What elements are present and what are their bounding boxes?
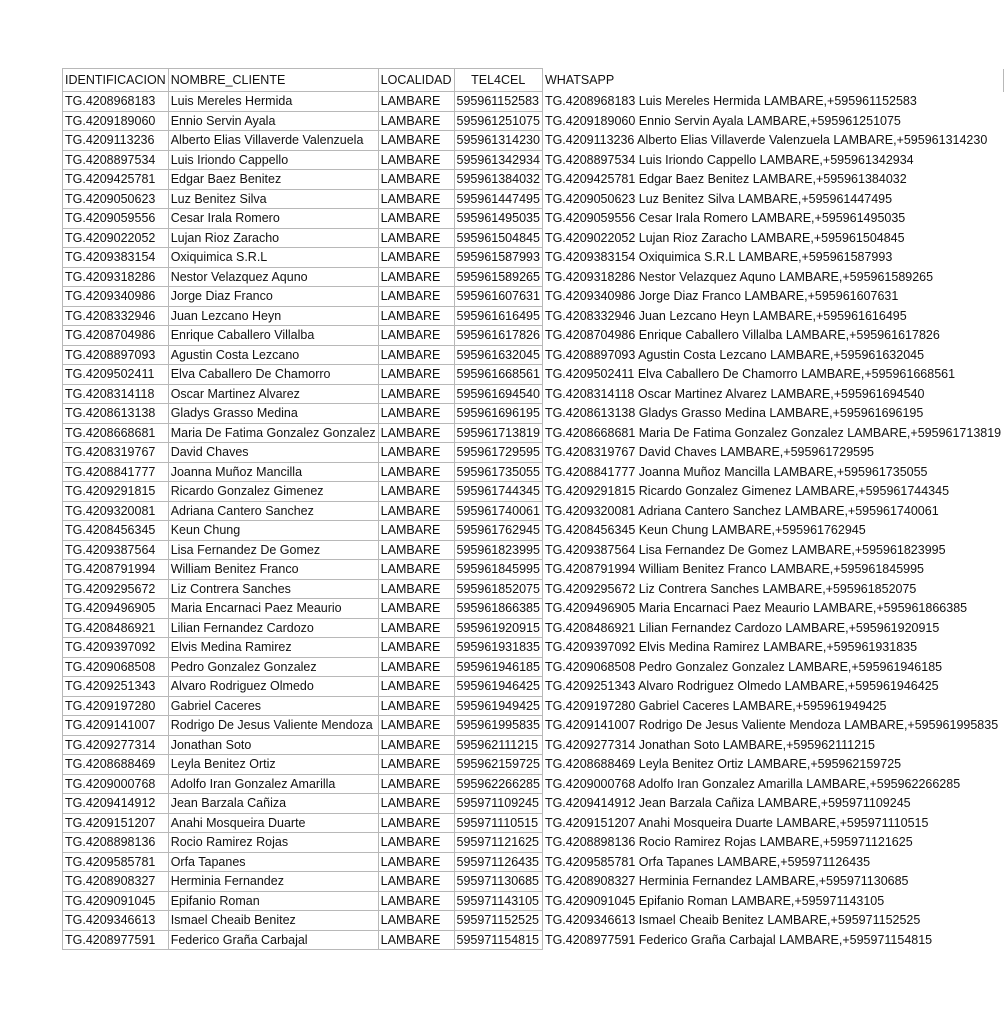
cell-localidad[interactable]: LAMBARE	[378, 345, 454, 365]
cell-whatsapp[interactable]: TG.4208314118 Oscar Martinez Alvarez LAMBARE,+595961694540	[542, 384, 1003, 404]
cell-whatsapp[interactable]: TG.4208668681 Maria De Fatima Gonzalez Gonzalez LAMBARE,+595961713819	[542, 423, 1003, 443]
cell-identificacion[interactable]: TG.4208688469	[63, 755, 169, 775]
cell-nombre-cliente[interactable]: Jonathan Soto	[168, 735, 378, 755]
cell-nombre-cliente[interactable]: Edgar Baez Benitez	[168, 170, 378, 190]
header-row	[63, 69, 1004, 92]
table-row	[63, 345, 1004, 365]
table-row	[63, 306, 1004, 326]
header-cell-identificacion[interactable]: IDENTIFICACION	[63, 69, 169, 92]
cell-whatsapp[interactable]: TG.4209091045 Epifanio Roman LAMBARE,+595971143105	[542, 891, 1003, 911]
cell-whatsapp[interactable]: TG.4209414912 Jean Barzala Cañiza LAMBARE,+595971109245	[542, 794, 1003, 814]
cell-nombre-cliente[interactable]: Cesar Irala Romero	[168, 209, 378, 229]
cell-localidad[interactable]: LAMBARE	[378, 677, 454, 697]
cell-tel4cel[interactable]: 595961495035	[454, 209, 542, 229]
cell-whatsapp[interactable]: TG.4209277314 Jonathan Soto LAMBARE,+595962111215	[542, 735, 1003, 755]
cell-localidad[interactable]: LAMBARE	[378, 813, 454, 833]
cell-localidad[interactable]: LAMBARE	[378, 462, 454, 482]
cell-identificacion[interactable]: TG.4209050623	[63, 189, 169, 209]
cell-localidad[interactable]: LAMBARE	[378, 599, 454, 619]
cell-tel4cel[interactable]: 595961587993	[454, 248, 542, 268]
cell-identificacion[interactable]: TG.4208897534	[63, 150, 169, 170]
cell-whatsapp[interactable]: TG.4209425781 Edgar Baez Benitez LAMBARE,+595961384032	[542, 170, 1003, 190]
cell-whatsapp[interactable]: TG.4209387564 Lisa Fernandez De Gomez LAMBARE,+595961823995	[542, 540, 1003, 560]
cell-localidad[interactable]: LAMBARE	[378, 794, 454, 814]
cell-tel4cel[interactable]: 595961995835	[454, 716, 542, 736]
cell-whatsapp[interactable]: TG.4208332946 Juan Lezcano Heyn LAMBARE,+595961616495	[542, 306, 1003, 326]
cell-identificacion[interactable]: TG.4209496905	[63, 599, 169, 619]
table-row	[63, 267, 1004, 287]
cell-whatsapp[interactable]: TG.4209050623 Luz Benitez Silva LAMBARE,+595961447495	[542, 189, 1003, 209]
table-row	[63, 911, 1004, 931]
cell-tel4cel[interactable]: 595961589265	[454, 267, 542, 287]
cell-localidad[interactable]: LAMBARE	[378, 287, 454, 307]
cell-identificacion[interactable]: TG.4209291815	[63, 482, 169, 502]
cell-nombre-cliente[interactable]: Juan Lezcano Heyn	[168, 306, 378, 326]
cell-tel4cel[interactable]: 595971126435	[454, 852, 542, 872]
cell-tel4cel[interactable]: 595961447495	[454, 189, 542, 209]
table-row	[63, 794, 1004, 814]
cell-tel4cel[interactable]: 595961946425	[454, 677, 542, 697]
cell-localidad[interactable]: LAMBARE	[378, 755, 454, 775]
cell-identificacion[interactable]: TG.4208841777	[63, 462, 169, 482]
cell-localidad[interactable]: LAMBARE	[378, 521, 454, 541]
cell-localidad[interactable]: LAMBARE	[378, 482, 454, 502]
cell-nombre-cliente[interactable]: Elva Caballero De Chamorro	[168, 365, 378, 385]
table-row	[63, 735, 1004, 755]
cell-nombre-cliente[interactable]: Alvaro Rodriguez Olmedo	[168, 677, 378, 697]
cell-nombre-cliente[interactable]: Rocio Ramirez Rojas	[168, 833, 378, 853]
cell-whatsapp[interactable]: TG.4209113236 Alberto Elias Villaverde Valenzuela LAMBARE,+595961314230	[542, 131, 1003, 151]
cell-identificacion[interactable]: TG.4209414912	[63, 794, 169, 814]
cell-tel4cel[interactable]: 595961729595	[454, 443, 542, 463]
cell-tel4cel[interactable]: 595961740061	[454, 501, 542, 521]
table-row	[63, 404, 1004, 424]
cell-tel4cel[interactable]: 595971130685	[454, 872, 542, 892]
cell-localidad[interactable]: LAMBARE	[378, 306, 454, 326]
cell-tel4cel[interactable]: 595961632045	[454, 345, 542, 365]
cell-localidad[interactable]: LAMBARE	[378, 735, 454, 755]
table-row	[63, 891, 1004, 911]
cell-whatsapp[interactable]: TG.4209295672 Liz Contrera Sanches LAMBARE,+595961852075	[542, 579, 1003, 599]
cell-identificacion[interactable]: TG.4209141007	[63, 716, 169, 736]
cell-nombre-cliente[interactable]: Anahi Mosqueira Duarte	[168, 813, 378, 833]
cell-localidad[interactable]: LAMBARE	[378, 930, 454, 950]
cell-localidad[interactable]: LAMBARE	[378, 209, 454, 229]
cell-tel4cel[interactable]: 595961696195	[454, 404, 542, 424]
cell-tel4cel[interactable]: 595961949425	[454, 696, 542, 716]
cell-tel4cel[interactable]: 595961607631	[454, 287, 542, 307]
cell-identificacion[interactable]: TG.4208968183	[63, 92, 169, 112]
cell-localidad[interactable]: LAMBARE	[378, 560, 454, 580]
cell-whatsapp[interactable]: TG.4208456345 Keun Chung LAMBARE,+595961762945	[542, 521, 1003, 541]
table-row	[63, 579, 1004, 599]
table-row	[63, 365, 1004, 385]
cell-localidad[interactable]: LAMBARE	[378, 579, 454, 599]
cell-tel4cel[interactable]: 595971109245	[454, 794, 542, 814]
cell-identificacion[interactable]: TG.4209425781	[63, 170, 169, 190]
cell-nombre-cliente[interactable]: Lujan Rioz Zaracho	[168, 228, 378, 248]
cell-localidad[interactable]: LAMBARE	[378, 150, 454, 170]
cell-identificacion[interactable]: TG.4208908327	[63, 872, 169, 892]
cell-nombre-cliente[interactable]: Ismael Cheaib Benitez	[168, 911, 378, 931]
cell-nombre-cliente[interactable]: Epifanio Roman	[168, 891, 378, 911]
cell-identificacion[interactable]: TG.4209251343	[63, 677, 169, 697]
cell-tel4cel[interactable]: 595961713819	[454, 423, 542, 443]
table-row	[63, 111, 1004, 131]
cell-identificacion[interactable]: TG.4208456345	[63, 521, 169, 541]
cell-whatsapp[interactable]: TG.4209318286 Nestor Velazquez Aquno LAMBARE,+595961589265	[542, 267, 1003, 287]
cell-identificacion[interactable]: TG.4209189060	[63, 111, 169, 131]
cell-localidad[interactable]: LAMBARE	[378, 404, 454, 424]
header-cell-nombre-cliente[interactable]: NOMBRE_CLIENTE	[168, 69, 378, 92]
cell-identificacion[interactable]: TG.4209059556	[63, 209, 169, 229]
cell-identificacion[interactable]: TG.4208613138	[63, 404, 169, 424]
cell-identificacion[interactable]: TG.4209585781	[63, 852, 169, 872]
header-cell-tel4cel[interactable]: TEL4CEL	[454, 69, 542, 92]
table-row	[63, 696, 1004, 716]
cell-localidad[interactable]: LAMBARE	[378, 111, 454, 131]
cell-identificacion[interactable]: TG.4208314118	[63, 384, 169, 404]
cell-localidad[interactable]: LAMBARE	[378, 618, 454, 638]
cell-localidad[interactable]: LAMBARE	[378, 170, 454, 190]
cell-localidad[interactable]: LAMBARE	[378, 131, 454, 151]
cell-localidad[interactable]: LAMBARE	[378, 326, 454, 346]
cell-nombre-cliente[interactable]: Liz Contrera Sanches	[168, 579, 378, 599]
table-row	[63, 170, 1004, 190]
cell-nombre-cliente[interactable]: Joanna Muñoz Mancilla	[168, 462, 378, 482]
cell-whatsapp[interactable]: TG.4209291815 Ricardo Gonzalez Gimenez LAMBARE,+595961744345	[542, 482, 1003, 502]
cell-identificacion[interactable]: TG.4208486921	[63, 618, 169, 638]
table-row	[63, 677, 1004, 697]
cell-identificacion[interactable]: TG.4209277314	[63, 735, 169, 755]
cell-nombre-cliente[interactable]: Gladys Grasso Medina	[168, 404, 378, 424]
cell-nombre-cliente[interactable]: Orfa Tapanes	[168, 852, 378, 872]
cell-tel4cel[interactable]: 595961946185	[454, 657, 542, 677]
table-row	[63, 384, 1004, 404]
cell-whatsapp[interactable]: TG.4208688469 Leyla Benitez Ortiz LAMBARE,+595962159725	[542, 755, 1003, 775]
cell-localidad[interactable]: LAMBARE	[378, 540, 454, 560]
cell-tel4cel[interactable]: 595961668561	[454, 365, 542, 385]
cell-tel4cel[interactable]: 595971152525	[454, 911, 542, 931]
cell-localidad[interactable]: LAMBARE	[378, 774, 454, 794]
cell-tel4cel[interactable]: 595961384032	[454, 170, 542, 190]
cell-whatsapp[interactable]: TG.4208791994 William Benitez Franco LAMBARE,+595961845995	[542, 560, 1003, 580]
cell-nombre-cliente[interactable]: Gabriel Caceres	[168, 696, 378, 716]
cell-localidad[interactable]: LAMBARE	[378, 228, 454, 248]
cell-identificacion[interactable]: TG.4208319767	[63, 443, 169, 463]
cell-localidad[interactable]: LAMBARE	[378, 872, 454, 892]
cell-nombre-cliente[interactable]: Lisa Fernandez De Gomez	[168, 540, 378, 560]
cell-whatsapp[interactable]: TG.4208704986 Enrique Caballero Villalba LAMBARE,+595961617826	[542, 326, 1003, 346]
cell-localidad[interactable]: LAMBARE	[378, 657, 454, 677]
cell-whatsapp[interactable]: TG.4209320081 Adriana Cantero Sanchez LAMBARE,+595961740061	[542, 501, 1003, 521]
cell-whatsapp[interactable]: TG.4209251343 Alvaro Rodriguez Olmedo LAMBARE,+595961946425	[542, 677, 1003, 697]
cell-nombre-cliente[interactable]: Ricardo Gonzalez Gimenez	[168, 482, 378, 502]
cell-nombre-cliente[interactable]: Leyla Benitez Ortiz	[168, 755, 378, 775]
cell-identificacion[interactable]: TG.4209320081	[63, 501, 169, 521]
cell-tel4cel[interactable]: 595961342934	[454, 150, 542, 170]
cell-identificacion[interactable]: TG.4208977591	[63, 930, 169, 950]
cell-whatsapp[interactable]: TG.4209059556 Cesar Irala Romero LAMBARE,+595961495035	[542, 209, 1003, 229]
cell-localidad[interactable]: LAMBARE	[378, 365, 454, 385]
cell-tel4cel[interactable]: 595961152583	[454, 92, 542, 112]
cell-localidad[interactable]: LAMBARE	[378, 92, 454, 112]
cell-tel4cel[interactable]: 595962266285	[454, 774, 542, 794]
cell-whatsapp[interactable]: TG.4209397092 Elvis Medina Ramirez LAMBARE,+595961931835	[542, 638, 1003, 658]
table-row	[63, 618, 1004, 638]
cell-identificacion[interactable]: TG.4208704986	[63, 326, 169, 346]
table-row	[63, 248, 1004, 268]
cell-nombre-cliente[interactable]: Alberto Elias Villaverde Valenzuela	[168, 131, 378, 151]
cell-identificacion[interactable]: TG.4209318286	[63, 267, 169, 287]
cell-localidad[interactable]: LAMBARE	[378, 248, 454, 268]
cell-whatsapp[interactable]: TG.4208897534 Luis Iriondo Cappello LAMBARE,+595961342934	[542, 150, 1003, 170]
cell-tel4cel[interactable]: 595961616495	[454, 306, 542, 326]
table-row	[63, 326, 1004, 346]
cell-whatsapp[interactable]: TG.4208968183 Luis Mereles Hermida LAMBARE,+595961152583	[542, 92, 1003, 112]
cell-nombre-cliente[interactable]: Federico Graña Carbajal	[168, 930, 378, 950]
table-row	[63, 755, 1004, 775]
cell-identificacion[interactable]: TG.4209197280	[63, 696, 169, 716]
cell-nombre-cliente[interactable]: Keun Chung	[168, 521, 378, 541]
cell-tel4cel[interactable]: 595971121625	[454, 833, 542, 853]
cell-whatsapp[interactable]: TG.4209496905 Maria Encarnaci Paez Meaurio LAMBARE,+595961866385	[542, 599, 1003, 619]
cell-nombre-cliente[interactable]: David Chaves	[168, 443, 378, 463]
cell-tel4cel[interactable]: 595971143105	[454, 891, 542, 911]
cell-whatsapp[interactable]: TG.4208486921 Lilian Fernandez Cardozo LAMBARE,+595961920915	[542, 618, 1003, 638]
cell-identificacion[interactable]: TG.4209022052	[63, 228, 169, 248]
cell-tel4cel[interactable]: 595961931835	[454, 638, 542, 658]
table-row	[63, 872, 1004, 892]
table-row	[63, 599, 1004, 619]
cell-tel4cel[interactable]: 595961866385	[454, 599, 542, 619]
cell-whatsapp[interactable]: TG.4208908327 Herminia Fernandez LAMBARE,+595971130685	[542, 872, 1003, 892]
cell-localidad[interactable]: LAMBARE	[378, 696, 454, 716]
cell-tel4cel[interactable]: 595961694540	[454, 384, 542, 404]
cell-nombre-cliente[interactable]: Maria Encarnaci Paez Meaurio	[168, 599, 378, 619]
cell-localidad[interactable]: LAMBARE	[378, 423, 454, 443]
cell-whatsapp[interactable]: TG.4209585781 Orfa Tapanes LAMBARE,+595971126435	[542, 852, 1003, 872]
cell-whatsapp[interactable]: TG.4209383154 Oxiquimica S.R.L LAMBARE,+595961587993	[542, 248, 1003, 268]
table-row	[63, 462, 1004, 482]
cell-tel4cel[interactable]: 595961617826	[454, 326, 542, 346]
cell-identificacion[interactable]: TG.4209502411	[63, 365, 169, 385]
cell-nombre-cliente[interactable]: Adriana Cantero Sanchez	[168, 501, 378, 521]
cell-nombre-cliente[interactable]: Luz Benitez Silva	[168, 189, 378, 209]
cell-localidad[interactable]: LAMBARE	[378, 384, 454, 404]
table-row	[63, 852, 1004, 872]
cell-localidad[interactable]: LAMBARE	[378, 911, 454, 931]
cell-tel4cel[interactable]: 595961845995	[454, 560, 542, 580]
cell-nombre-cliente[interactable]: Agustin Costa Lezcano	[168, 345, 378, 365]
cell-identificacion[interactable]: TG.4209151207	[63, 813, 169, 833]
cell-nombre-cliente[interactable]: Jorge Diaz Franco	[168, 287, 378, 307]
cell-nombre-cliente[interactable]: Oscar Martinez Alvarez	[168, 384, 378, 404]
cell-nombre-cliente[interactable]: Rodrigo De Jesus Valiente Mendoza	[168, 716, 378, 736]
cell-tel4cel[interactable]: 595961504845	[454, 228, 542, 248]
cell-tel4cel[interactable]: 595961251075	[454, 111, 542, 131]
table-row	[63, 716, 1004, 736]
cell-identificacion[interactable]: TG.4208897093	[63, 345, 169, 365]
cell-localidad[interactable]: LAMBARE	[378, 716, 454, 736]
table-row	[63, 423, 1004, 443]
spreadsheet-body	[63, 69, 1004, 950]
table-row	[63, 560, 1004, 580]
cell-tel4cel[interactable]: 595961744345	[454, 482, 542, 502]
cell-localidad[interactable]: LAMBARE	[378, 189, 454, 209]
cell-whatsapp[interactable]: TG.4208319767 David Chaves LAMBARE,+595961729595	[542, 443, 1003, 463]
cell-nombre-cliente[interactable]: William Benitez Franco	[168, 560, 378, 580]
cell-nombre-cliente[interactable]: Elvis Medina Ramirez	[168, 638, 378, 658]
cell-identificacion[interactable]: TG.4209397092	[63, 638, 169, 658]
table-row	[63, 131, 1004, 151]
table-row	[63, 657, 1004, 677]
cell-whatsapp[interactable]: TG.4208898136 Rocio Ramirez Rojas LAMBARE,+595971121625	[542, 833, 1003, 853]
spreadsheet-table	[62, 68, 1004, 950]
table-row	[63, 930, 1004, 950]
cell-nombre-cliente[interactable]: Maria De Fatima Gonzalez Gonzalez	[168, 423, 378, 443]
cell-nombre-cliente[interactable]: Adolfo Iran Gonzalez Amarilla	[168, 774, 378, 794]
header-cell-whatsapp[interactable]: WHATSAPP	[542, 69, 1003, 92]
table-row	[63, 482, 1004, 502]
cell-nombre-cliente[interactable]: Ennio Servin Ayala	[168, 111, 378, 131]
table-row	[63, 92, 1004, 112]
cell-localidad[interactable]: LAMBARE	[378, 501, 454, 521]
cell-nombre-cliente[interactable]: Luis Iriondo Cappello	[168, 150, 378, 170]
cell-whatsapp[interactable]: TG.4208897093 Agustin Costa Lezcano LAMBARE,+595961632045	[542, 345, 1003, 365]
cell-identificacion[interactable]: TG.4209383154	[63, 248, 169, 268]
cell-tel4cel[interactable]: 595961314230	[454, 131, 542, 151]
cell-whatsapp[interactable]: TG.4209068508 Pedro Gonzalez Gonzalez LAMBARE,+595961946185	[542, 657, 1003, 677]
cell-whatsapp[interactable]: TG.4208613138 Gladys Grasso Medina LAMBARE,+595961696195	[542, 404, 1003, 424]
cell-tel4cel[interactable]: 595961735055	[454, 462, 542, 482]
cell-whatsapp[interactable]: TG.4208977591 Federico Graña Carbajal LAMBARE,+595971154815	[542, 930, 1003, 950]
cell-localidad[interactable]: LAMBARE	[378, 267, 454, 287]
cell-tel4cel[interactable]: 595971110515	[454, 813, 542, 833]
cell-nombre-cliente[interactable]: Lilian Fernandez Cardozo	[168, 618, 378, 638]
cell-identificacion[interactable]: TG.4208668681	[63, 423, 169, 443]
cell-nombre-cliente[interactable]: Oxiquimica S.R.L	[168, 248, 378, 268]
cell-nombre-cliente[interactable]: Nestor Velazquez Aquno	[168, 267, 378, 287]
cell-identificacion[interactable]: TG.4208332946	[63, 306, 169, 326]
cell-identificacion[interactable]: TG.4209113236	[63, 131, 169, 151]
cell-nombre-cliente[interactable]: Enrique Caballero Villalba	[168, 326, 378, 346]
cell-tel4cel[interactable]: 595961762945	[454, 521, 542, 541]
cell-nombre-cliente[interactable]: Pedro Gonzalez Gonzalez	[168, 657, 378, 677]
cell-identificacion[interactable]: TG.4208898136	[63, 833, 169, 853]
cell-nombre-cliente[interactable]: Herminia Fernandez	[168, 872, 378, 892]
header-cell-localidad[interactable]: LOCALIDAD	[378, 69, 454, 92]
cell-whatsapp[interactable]: TG.4209502411 Elva Caballero De Chamorro LAMBARE,+595961668561	[542, 365, 1003, 385]
cell-tel4cel[interactable]: 595961823995	[454, 540, 542, 560]
cell-whatsapp[interactable]: TG.4209000768 Adolfo Iran Gonzalez Amarilla LAMBARE,+595962266285	[542, 774, 1003, 794]
table-row	[63, 443, 1004, 463]
table-row	[63, 521, 1004, 541]
cell-nombre-cliente[interactable]: Jean Barzala Cañiza	[168, 794, 378, 814]
cell-whatsapp[interactable]: TG.4209189060 Ennio Servin Ayala LAMBARE,+595961251075	[542, 111, 1003, 131]
cell-whatsapp[interactable]: TG.4209197280 Gabriel Caceres LAMBARE,+595961949425	[542, 696, 1003, 716]
cell-localidad[interactable]: LAMBARE	[378, 833, 454, 853]
cell-tel4cel[interactable]: 595962111215	[454, 735, 542, 755]
table-row	[63, 209, 1004, 229]
table-row	[63, 189, 1004, 209]
table-row	[63, 833, 1004, 853]
cell-localidad[interactable]: LAMBARE	[378, 891, 454, 911]
table-row	[63, 540, 1004, 560]
table-row	[63, 774, 1004, 794]
cell-identificacion[interactable]: TG.4209346613	[63, 911, 169, 931]
cell-identificacion[interactable]: TG.4209000768	[63, 774, 169, 794]
cell-identificacion[interactable]: TG.4208791994	[63, 560, 169, 580]
table-row	[63, 501, 1004, 521]
table-row	[63, 638, 1004, 658]
cell-localidad[interactable]: LAMBARE	[378, 852, 454, 872]
cell-tel4cel[interactable]: 595961852075	[454, 579, 542, 599]
table-row	[63, 287, 1004, 307]
cell-whatsapp[interactable]: TG.4209151207 Anahi Mosqueira Duarte LAMBARE,+595971110515	[542, 813, 1003, 833]
cell-whatsapp[interactable]: TG.4209022052 Lujan Rioz Zaracho LAMBARE,+595961504845	[542, 228, 1003, 248]
cell-tel4cel[interactable]: 595971154815	[454, 930, 542, 950]
cell-tel4cel[interactable]: 595961920915	[454, 618, 542, 638]
cell-whatsapp[interactable]: TG.4209141007 Rodrigo De Jesus Valiente Mendoza LAMBARE,+595961995835	[542, 716, 1003, 736]
cell-localidad[interactable]: LAMBARE	[378, 443, 454, 463]
cell-identificacion[interactable]: TG.4209068508	[63, 657, 169, 677]
table-row	[63, 813, 1004, 833]
cell-whatsapp[interactable]: TG.4209340986 Jorge Diaz Franco LAMBARE,+595961607631	[542, 287, 1003, 307]
table-row	[63, 150, 1004, 170]
cell-identificacion[interactable]: TG.4209091045	[63, 891, 169, 911]
cell-tel4cel[interactable]: 595962159725	[454, 755, 542, 775]
cell-localidad[interactable]: LAMBARE	[378, 638, 454, 658]
table-row	[63, 228, 1004, 248]
cell-whatsapp[interactable]: TG.4208841777 Joanna Muñoz Mancilla LAMBARE,+595961735055	[542, 462, 1003, 482]
cell-identificacion[interactable]: TG.4209387564	[63, 540, 169, 560]
cell-whatsapp[interactable]: TG.4209346613 Ismael Cheaib Benitez LAMBARE,+595971152525	[542, 911, 1003, 931]
cell-nombre-cliente[interactable]: Luis Mereles Hermida	[168, 92, 378, 112]
cell-identificacion[interactable]: TG.4209340986	[63, 287, 169, 307]
cell-identificacion[interactable]: TG.4209295672	[63, 579, 169, 599]
